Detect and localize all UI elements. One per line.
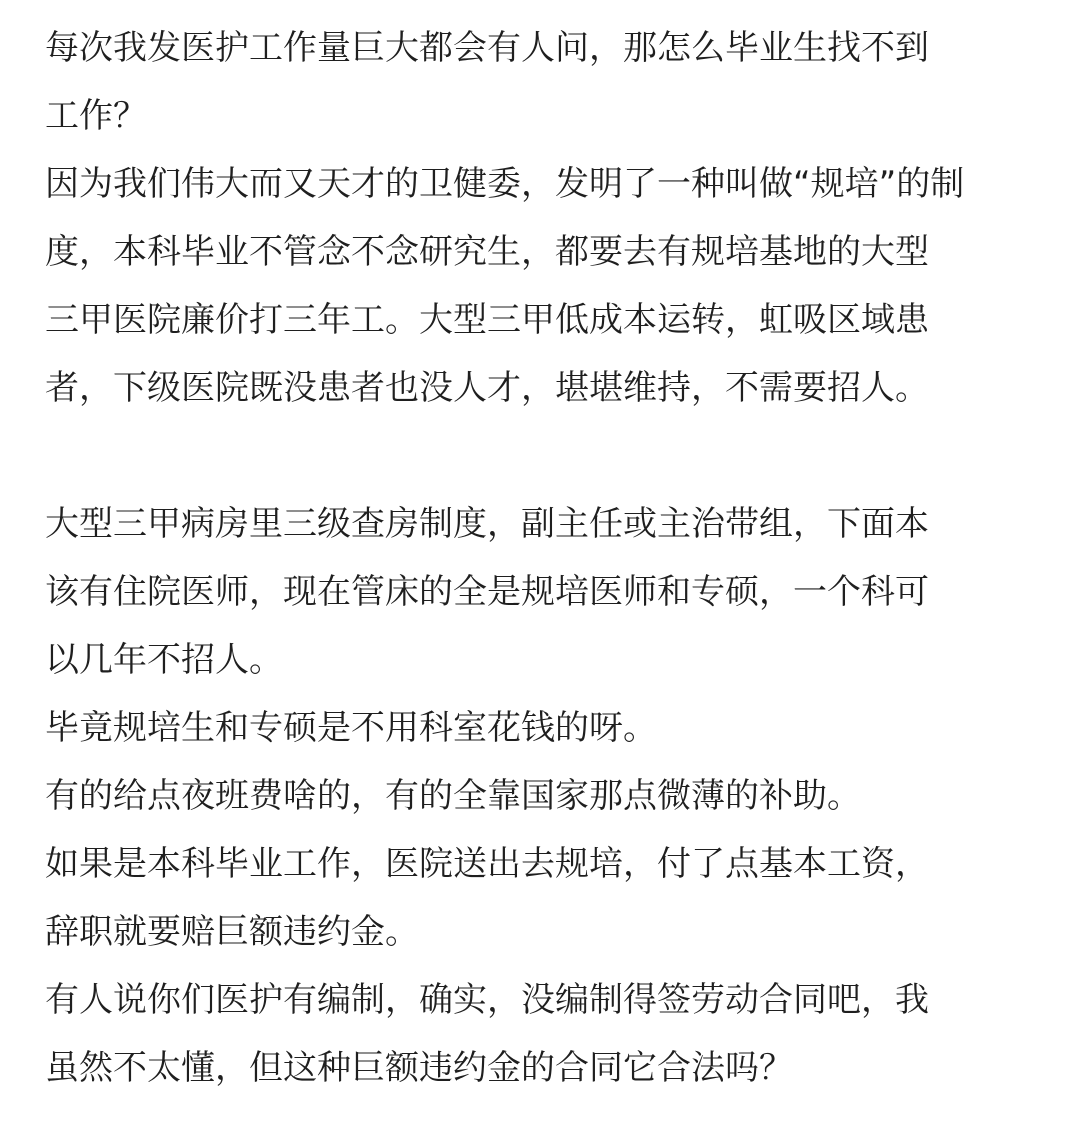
text-line: 辞职就要赔巨额违约金。: [45, 912, 419, 952]
text-line: 该有住院医师，现在管床的全是规培医师和专硕，一个科可: [45, 572, 929, 612]
text-line: 工作？: [45, 96, 147, 136]
text-line: 每次我发医护工作量巨大都会有人问，那怎么毕业生找不到: [45, 28, 929, 68]
text-line: 度，本科毕业不管念不念研究生，都要去有规培基地的大型: [45, 232, 929, 272]
text-line: 如果是本科毕业工作，医院送出去规培，付了点基本工资，: [45, 844, 929, 884]
text-line: 因为我们伟大而又天才的卫健委，发明了一种叫做“规培”的制: [45, 164, 965, 204]
text-line: 大型三甲病房里三级查房制度，副主任或主治带组，下面本: [45, 504, 929, 544]
post-body: [45, 14, 1045, 1102]
text-line: 有的给点夜班费啥的，有的全靠国家那点微薄的补助。: [45, 776, 861, 816]
text-line: 以几年不招人。: [45, 640, 283, 680]
text-line: 虽然不太懂，但这种巨额违约金的合同它合法吗？: [45, 1048, 793, 1088]
text-line: 者，下级医院既没患者也没人才，堪堪维持，不需要招人。: [45, 368, 929, 408]
text-line: 毕竟规培生和专硕是不用科室花钱的呀。: [45, 708, 657, 748]
text-line: 三甲医院廉价打三年工。大型三甲低成本运转，虹吸区域患: [45, 300, 929, 340]
blank-line: [45, 422, 1045, 490]
text-line: 有人说你们医护有编制，确实，没编制得签劳动合同吧，我: [45, 980, 929, 1020]
